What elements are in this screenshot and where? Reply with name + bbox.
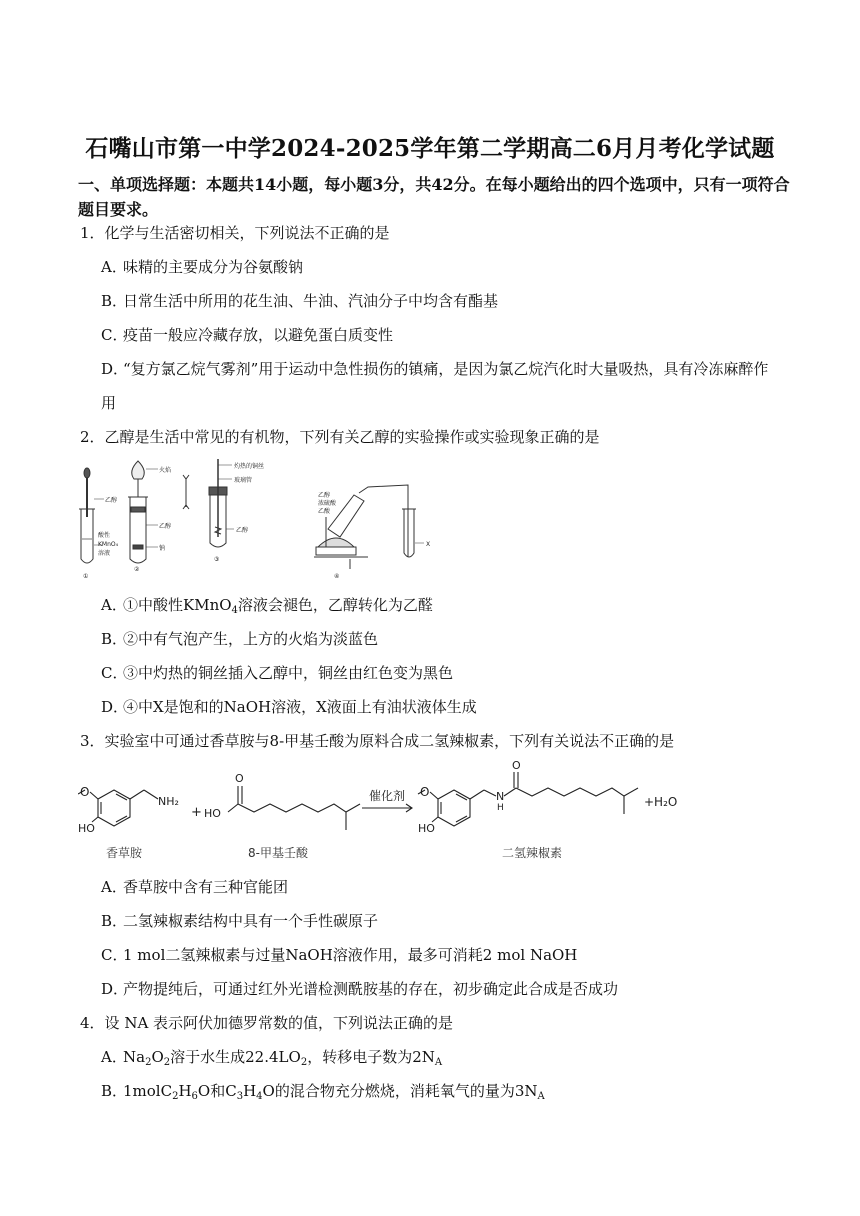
option-text-continued: 用	[101, 394, 117, 412]
amide-h-label: H	[497, 803, 504, 813]
option-text: ④中X是饱和的NaOH溶液，X液面上有油状液体生成	[123, 698, 477, 716]
text-part: H	[178, 1082, 192, 1100]
acid-name: 8-甲基壬酸	[248, 846, 308, 860]
question-1-option-d-continued	[101, 393, 116, 413]
subscript: A	[434, 1057, 443, 1068]
acid-ho-label: HO	[204, 807, 221, 820]
acid-o-label: O	[235, 772, 244, 785]
question-4-stem	[80, 1013, 453, 1033]
question-number: 3．	[80, 732, 105, 750]
question-text: 化学与生活密切相关，下列说法不正确的是	[104, 224, 390, 242]
text-part: Na	[123, 1048, 146, 1066]
subscript: 3	[236, 1091, 244, 1102]
label-mix-acetic: 乙酸	[318, 508, 331, 515]
subscript: 6	[191, 1091, 198, 1102]
apparatus-4	[314, 485, 424, 569]
option-text: ③中灼热的铜丝插入乙醇中，铜丝由红色变为黑色	[123, 664, 454, 682]
subscript: 2	[300, 1057, 308, 1068]
label-sodium: 钠	[159, 545, 166, 552]
label-ethanol-3: 乙醇	[236, 527, 249, 534]
question-3-option-b[interactable]	[101, 911, 378, 931]
vanillylamine-name: 香草胺	[106, 846, 143, 860]
product-methoxy-o: O	[420, 785, 430, 799]
option-label: A．	[101, 1048, 127, 1066]
acid-structure	[228, 786, 360, 830]
vanillylamine-structure	[78, 790, 158, 826]
option-label: B．	[101, 1082, 128, 1100]
option-label: C．	[101, 326, 128, 344]
question-2-option-d[interactable]	[101, 697, 477, 717]
option-label: D．	[101, 698, 129, 716]
label-num-4: ④	[334, 573, 340, 580]
label-kmno4: KMnO₄	[98, 541, 119, 548]
option-label: B．	[101, 630, 128, 648]
option-text: 疫苗一般应冷藏存放，以避免蛋白质变性	[123, 326, 394, 344]
question-number: 4．	[80, 1014, 105, 1032]
option-text: “复方氯乙烷气雾剂”用于运动中急性损伤的镇痛，是因为氯乙烷汽化时大量吸热，具有冷冻麻醉作	[123, 360, 769, 378]
question-text: 实验室中可通过香草胺与8-甲基壬酸为原料合成二氢辣椒素，下列有关说法不正确的是	[104, 732, 675, 750]
label-flame: 火焰	[159, 467, 172, 474]
option-text: 1 mol二氢辣椒素与过量NaOH溶液作用，最多可消耗2 mol NaOH	[123, 946, 578, 964]
question-number: 2．	[80, 428, 105, 446]
apparatus-2	[128, 461, 158, 563]
water-label: +H₂O	[644, 795, 678, 809]
option-text: ①中酸性KMnO	[123, 596, 232, 614]
label-mix-acid: 浓硫酸	[318, 500, 337, 507]
option-label: B．	[101, 912, 128, 930]
option-text: 二氢辣椒素结构中具有一个手性碳原子	[123, 912, 379, 930]
methoxy-o: O	[80, 785, 90, 799]
question-4-option-a[interactable]	[101, 1047, 442, 1067]
option-label: A．	[101, 258, 127, 276]
option-label: B．	[101, 292, 128, 310]
ho-label: HO	[78, 822, 95, 835]
option-label: C．	[101, 664, 128, 682]
option-text-rest: 溶液会褪色，乙醇转化为乙醛	[237, 596, 433, 614]
option-label: A．	[101, 596, 127, 614]
question-3-stem	[80, 731, 674, 751]
text-part: 1molC	[123, 1082, 173, 1100]
label-x: X	[426, 541, 431, 548]
label-ethanol-2: 乙醇	[159, 523, 172, 530]
option-label: D．	[101, 980, 129, 998]
question-1-option-b[interactable]	[101, 291, 498, 311]
apparatus-3	[183, 459, 234, 547]
label-mix-ethanol: 乙醇	[318, 492, 331, 499]
nh2-label: NH₂	[158, 795, 179, 808]
question-1-option-a[interactable]	[101, 257, 303, 277]
text-part: O	[151, 1048, 164, 1066]
plus-sign: +	[191, 805, 202, 820]
option-label: A．	[101, 878, 127, 896]
text-part: H	[243, 1082, 257, 1100]
question-3-option-a[interactable]	[101, 877, 288, 897]
amide-n-label: N	[496, 790, 505, 803]
label-hot-copper: 灼热的铜丝	[234, 463, 265, 470]
question-2-option-c[interactable]	[101, 663, 453, 683]
label-ethanol-1: 乙醇	[105, 497, 118, 504]
label-num-3: ③	[214, 556, 220, 563]
catalyst-label: 催化剂	[369, 789, 406, 803]
section-heading: 一、单项选择题：本题共14小题，每小题3分，共42分。在每小题给出的四个选项中，只有一项符合题目要求。	[78, 175, 790, 219]
label-acidic: 酸性	[98, 532, 111, 539]
product-name: 二氢辣椒素	[502, 846, 563, 860]
subscript: 4	[231, 605, 238, 616]
synthesis-scheme	[78, 760, 698, 865]
question-text: 设 NA 表示阿伏加德罗常数的值，下列说法正确的是	[104, 1014, 454, 1032]
text-part: O的混合物充分燃烧，消耗氧气的量为3N	[262, 1082, 538, 1100]
question-1-stem	[80, 223, 390, 243]
question-2-option-b[interactable]	[101, 629, 378, 649]
text-part: O和C	[197, 1082, 237, 1100]
question-1-option-c[interactable]	[101, 325, 393, 345]
subscript: 4	[256, 1091, 263, 1102]
exam-title: 石嘴山市第一中学2024-2025学年第二学期高二6月月考化学试题	[85, 135, 775, 162]
ethanol-experiments-figure	[78, 457, 448, 582]
label-glass-tube: 玻璃管	[234, 477, 253, 484]
label-num-2: ②	[134, 566, 140, 573]
dihydrocapsaicin-structure	[418, 772, 638, 826]
label-num-1: ①	[83, 573, 89, 580]
question-number: 1．	[80, 224, 105, 242]
option-text: 日常生活中所用的花生油、牛油、汽油分子中均含有酯基	[123, 292, 499, 310]
question-3-option-c[interactable]	[101, 945, 577, 965]
option-label: C．	[101, 946, 128, 964]
question-2-stem	[80, 427, 600, 447]
question-4-option-b[interactable]	[101, 1081, 545, 1101]
option-label: D．	[101, 360, 129, 378]
subscript: 2	[163, 1057, 171, 1068]
question-3-option-d[interactable]	[101, 979, 618, 999]
option-text: 产物提纯后，可通过红外光谱检测酰胺基的存在，初步确定此合成是否成功	[123, 980, 619, 998]
option-text: 香草胺中含有三种官能团	[123, 878, 289, 896]
label-solution: 溶液	[98, 550, 111, 557]
subscript: 2	[145, 1057, 152, 1068]
subscript: 2	[172, 1091, 179, 1102]
question-text: 乙醇是生活中常见的有机物，下列有关乙醇的实验操作或实验现象正确的是	[104, 428, 600, 446]
subscript: A	[537, 1091, 545, 1102]
question-1-option-d[interactable]	[101, 359, 768, 379]
amide-o-label: O	[512, 760, 521, 772]
text-part: 溶于水生成22.4LO	[170, 1048, 301, 1066]
option-text: ②中有气泡产生，上方的火焰为淡蓝色	[123, 630, 379, 648]
apparatus-1	[79, 468, 104, 563]
product-ho-label: HO	[418, 822, 435, 835]
text-part: ，转移电子数为2N	[307, 1048, 435, 1066]
question-2-option-a[interactable]	[101, 595, 433, 615]
option-text: 味精的主要成分为谷氨酸钠	[123, 258, 304, 276]
